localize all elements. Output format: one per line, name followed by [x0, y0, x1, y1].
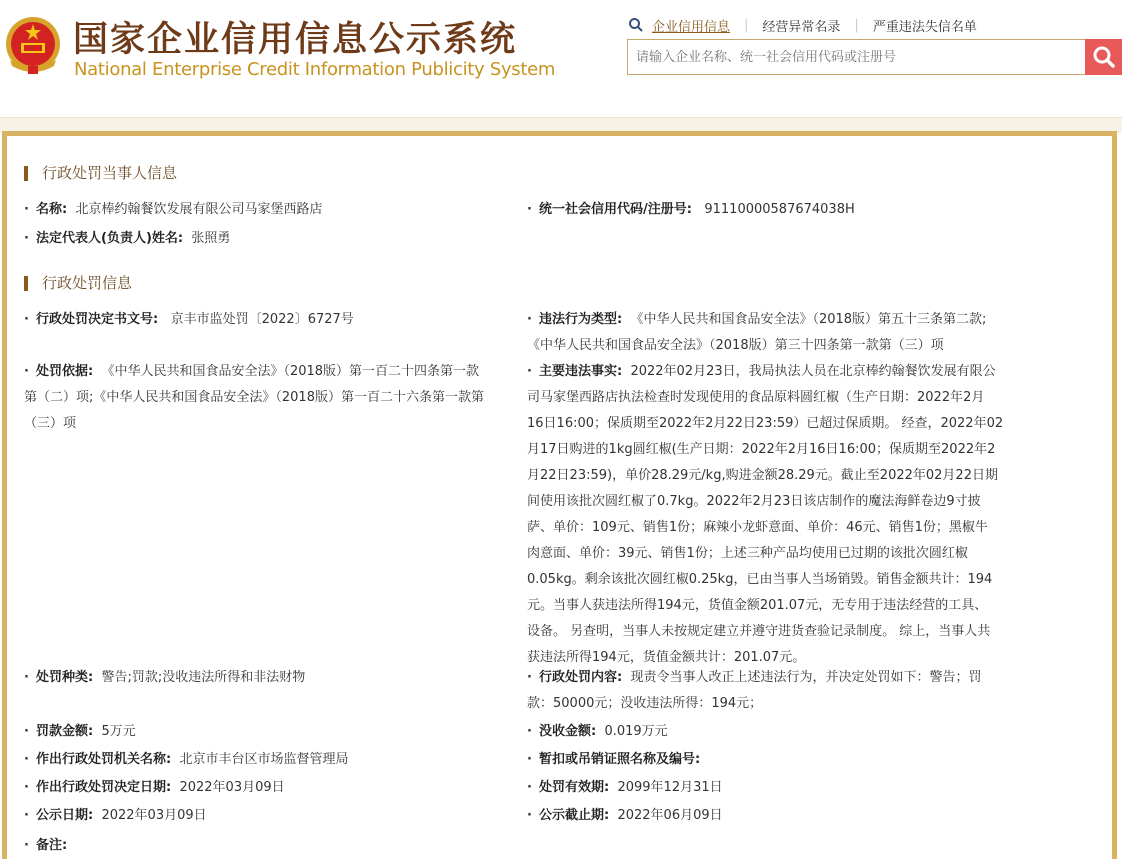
- field-label: 公示日期:: [36, 808, 94, 823]
- field-basis: · 处罚依据: 《中华人民共和国食品安全法》（2018版）第一百二十四条第一款 第（二）项;《中华人民共和国食品安全法》（2018版）第一百二十六条第一款第 （三）项: [24, 359, 524, 437]
- field-label: 行政处罚内容:: [539, 670, 623, 685]
- info-row: [24, 803, 1084, 829]
- field-label: 罚款金额:: [36, 724, 94, 739]
- info-row: [24, 719, 1084, 745]
- field-content: · 行政处罚内容: 现责令当事人改正上述违法行为，并决定处罚如下：警告；罚 款：50000元；没收违法所得：194元；: [527, 665, 1032, 717]
- field-value: 警告;罚款;没收违法所得和非法财物: [101, 670, 306, 685]
- field-label: 违法行为类型:: [539, 312, 623, 327]
- field-label: 统一社会信用代码/注册号:: [539, 202, 692, 217]
- info-row: [24, 775, 1084, 801]
- field-value: 0.05kg。剩余该批次圆红椒0.25kg，已由当事人当场销毁。销售金额共计：194: [527, 572, 993, 587]
- nav-separator: |: [854, 17, 859, 33]
- field-license: · 暂扣或吊销证照名称及编号:: [527, 752, 701, 767]
- info-row: [24, 226, 1084, 252]
- search-button[interactable]: [1085, 39, 1122, 75]
- field-publish-date: · 公示日期: 2022年03月09日: [24, 808, 207, 823]
- field-value: 间使用该批次圆红椒了0.7kg。2022年2月23日该店制作的魔法海鲜卷边9寸披: [527, 494, 981, 509]
- field-type: · 处罚种类: 警告;罚款;没收违法所得和非法财物: [24, 670, 306, 685]
- field-value: 2022年02月23日，我局执法人员在北京棒约翰餐饮发展有限公: [630, 364, 996, 379]
- field-label: 处罚有效期:: [539, 780, 610, 795]
- field-label: 作出行政处罚机关名称:: [36, 752, 172, 767]
- field-value: 北京棒约翰餐饮发展有限公司马家堡西路店: [75, 202, 323, 217]
- search-icon: [1092, 45, 1116, 69]
- search-box: [627, 39, 1085, 75]
- field-label: 主要违法事实:: [539, 364, 623, 379]
- field-value: 肉意面、单价：39元、销售1份；上述三种产品均使用已过期的该批次圆红椒: [527, 546, 968, 561]
- nav-separator: |: [744, 17, 749, 33]
- field-value: 2022年03月09日: [179, 780, 285, 795]
- info-row: [24, 197, 1084, 223]
- field-value: 0.019万元: [604, 724, 668, 739]
- field-value: 北京市丰台区市场监督管理局: [179, 752, 349, 767]
- field-value: 2099年12月31日: [617, 780, 723, 795]
- top-nav: [628, 15, 977, 35]
- nav-dishonest-list[interactable]: 严重违法失信名单: [872, 19, 977, 35]
- field-value: （三）项: [24, 416, 77, 431]
- field-label: 暂扣或吊销证照名称及编号:: [539, 752, 701, 767]
- field-value: 月22日23:59)，单价28.29元/kg,购进金额28.29元。截止至2022年02月22日期: [527, 468, 998, 483]
- info-row: [24, 833, 1084, 859]
- info-row: [24, 307, 1084, 359]
- field-value: 款：50000元；没收违法所得：194元；: [527, 696, 763, 711]
- field-value: 获违法所得194元，货值金额共计：201.07元。: [527, 650, 806, 665]
- field-label: 备注:: [36, 838, 68, 853]
- field-value: 《中华人民共和国食品安全法》（2018版）第一百二十四条第一款: [101, 364, 480, 379]
- field-label: 作出行政处罚决定日期:: [36, 780, 172, 795]
- field-value: 2022年06月09日: [617, 808, 723, 823]
- field-value: 元。当事人获违法所得194元，货值金额201.07元，无专用于违法经营的工具、: [527, 598, 988, 613]
- field-label: 处罚种类:: [36, 670, 94, 685]
- field-value: 月17日购进的1kg圆红椒(生产日期：2022年2月16日16:00；保质期至2022年2: [527, 442, 996, 457]
- nav-enterprise-credit[interactable]: 企业信用信息: [652, 19, 731, 35]
- site-header: [0, 0, 1122, 120]
- nav-abnormal-list[interactable]: 经营异常名录: [762, 19, 841, 35]
- site-title-en: National Enterprise Credit Information Publicity System: [74, 59, 556, 80]
- section-title-party: 行政处罚当事人信息: [24, 158, 624, 188]
- field-confiscated: · 没收金额: 0.019万元: [527, 724, 668, 739]
- field-remark: · 备注:: [24, 838, 68, 853]
- field-value: 2022年03月09日: [101, 808, 207, 823]
- field-label: 行政处罚决定书文号:: [36, 312, 159, 327]
- field-value: 《中华人民共和国食品安全法》（2018版）第五十三条第二款;: [630, 312, 987, 327]
- field-value: 第（二）项;《中华人民共和国食品安全法》（2018版）第一百二十六条第一款第: [24, 390, 484, 405]
- field-valid-until: · 处罚有效期: 2099年12月31日: [527, 780, 723, 795]
- search-input[interactable]: [628, 40, 1085, 74]
- field-publish-end: · 公示截止期: 2022年06月09日: [527, 808, 723, 823]
- field-value: 司马家堡西路店执法检查时发现使用的食品原料圆红椒（生产日期：2022年2月: [527, 390, 985, 405]
- field-decision-date: · 作出行政处罚决定日期: 2022年03月09日: [24, 780, 285, 795]
- detail-panel: [2, 131, 1117, 859]
- field-label: 处罚依据:: [36, 364, 94, 379]
- field-value: 萨、单价：109元、销售1份；麻辣小龙虾意面、单价：46元、销售1份；黑椒牛: [527, 520, 988, 535]
- field-value: 91110000587674038H: [704, 202, 855, 217]
- field-name: · 名称: 北京棒约翰餐饮发展有限公司马家堡西路店: [24, 202, 323, 217]
- field-value: 5万元: [101, 724, 136, 739]
- field-violation-type: · 违法行为类型: 《中华人民共和国食品安全法》（2018版）第五十三条第二款; 《中华人民共和国食品安全法》（2018版）第三十四条第一款第（三）项: [527, 307, 1032, 359]
- field-value: 现责令当事人改正上述违法行为，并决定处罚如下：警告；罚: [630, 670, 982, 685]
- field-value: 设备。 另查明，当事人未按规定建立并遵守进货查验记录制度。 综上，当事人共: [527, 624, 991, 639]
- field-label: 名称:: [36, 202, 68, 217]
- field-label: 没收金额:: [539, 724, 597, 739]
- field-value: 张照勇: [191, 231, 231, 246]
- field-value: 《中华人民共和国食品安全法》（2018版）第三十四条第一款第（三）项: [527, 338, 944, 353]
- field-value: 16日16:00；保质期至2022年2月22日23:59）已超过保质期。 经查，2022年02: [527, 416, 1004, 431]
- field-label: 公示截止期:: [539, 808, 610, 823]
- field-value: 京丰市监处罚〔2022〕6727号: [170, 312, 354, 327]
- national-emblem-icon: [4, 14, 62, 76]
- field-fine: · 罚款金额: 5万元: [24, 724, 136, 739]
- field-doc-no: · 行政处罚决定书文号: 京丰市监处罚〔2022〕6727号: [24, 312, 354, 327]
- info-row: [24, 359, 1084, 669]
- info-row: [24, 747, 1084, 773]
- search-icon: [628, 17, 644, 33]
- info-row: [24, 665, 1084, 717]
- field-label: 法定代表人(负责人)姓名:: [36, 231, 184, 246]
- field-authority: · 作出行政处罚机关名称: 北京市丰台区市场监督管理局: [24, 752, 349, 767]
- site-title-cn: 国家企业信用信息公示系统: [73, 20, 518, 60]
- field-credit-code: · 统一社会信用代码/注册号: 91110000587674038H: [527, 202, 855, 217]
- field-legal-rep: · 法定代表人(负责人)姓名: 张照勇: [24, 231, 231, 246]
- field-facts: · 主要违法事实: 2022年02月23日，我局执法人员在北京棒约翰餐饮发展有限公 司马家堡西路店执法检查时发现使用的食品原料圆红椒（生产日期：2022年2月 16日16:00；保质期至2022年2月22日23:59）已超过保质期。 经查，2022年02 月17日购进的1kg圆红椒(生产日期：2022年2月16日16:00；保质期至2022年2 月22日23:59)，单价28.29元/kg,购进金额28.29元。截止至2022年02月22日期 间使用该批次圆红椒了0.7kg。2022年2月23日该店制作的魔法海鲜卷边9寸披 萨、单价：109元、销售1份；麻辣小龙虾意面、单价：46元、销售1份；黑椒牛 肉意面、单价：39元、销售1份；上述三种产品均使用已过期的该批次圆红椒 0.05kg。剩余该批次圆红椒0.25kg，已由当事人当场销毁。销售金额共计：194 元。当事人获违法所得194元，货值金额201.07元，无专用于违法经营的工具、 设备。 另查明，当事人未按规定建立并遵守进货查验记录制度。 综上，当事人共 获违法所得194元，货值金额共计：201.07元。: [527, 359, 1032, 671]
- section-title-penalty: 行政处罚信息: [24, 268, 624, 298]
